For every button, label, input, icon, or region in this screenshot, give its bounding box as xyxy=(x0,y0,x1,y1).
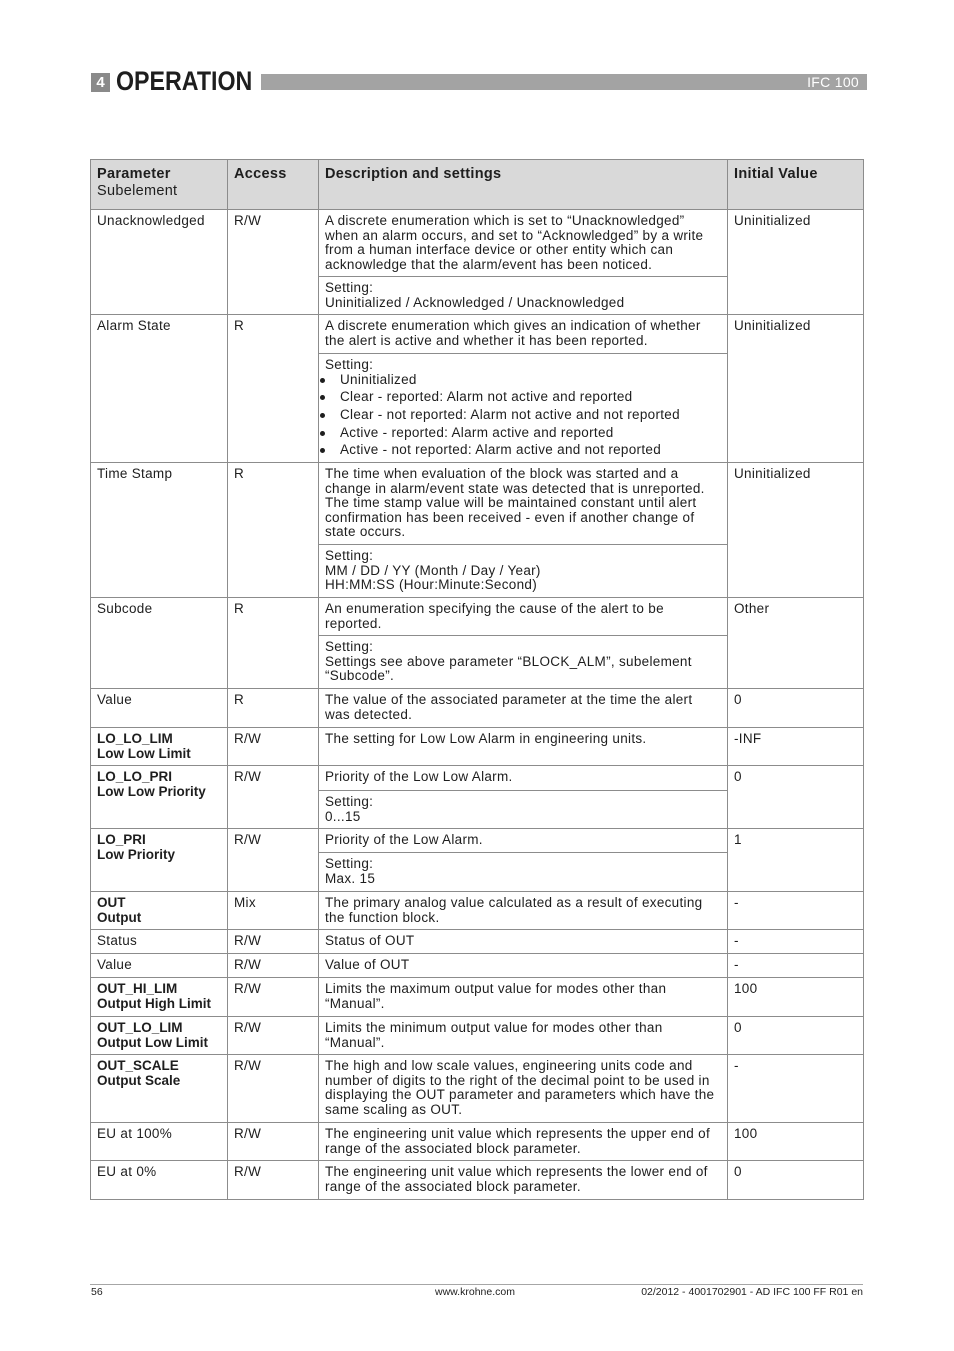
parameter-name: OUT_SCALE xyxy=(97,1058,179,1073)
description-line: range of the associated block parameter. xyxy=(325,1140,581,1156)
header-description-label: Description and settings xyxy=(325,166,502,182)
settings-list-item xyxy=(325,441,721,459)
header-cell-description xyxy=(319,160,728,210)
cell-initial-value xyxy=(728,930,864,954)
cell-access xyxy=(228,728,319,766)
header-subelement-label: Subelement xyxy=(97,183,178,199)
description-line: Status of OUT xyxy=(325,933,415,948)
initial-value: - xyxy=(734,957,739,972)
parameter-name: LO_PRI xyxy=(97,832,146,847)
description-line: 0...15 xyxy=(325,808,361,824)
initial-value: -INF xyxy=(734,731,762,746)
cell-initial-value xyxy=(728,829,864,892)
cell-subelement xyxy=(91,930,228,954)
description-line: A discrete enumeration which gives an indication of whether xyxy=(325,318,701,333)
initial-value: 100 xyxy=(734,1126,758,1141)
page-number: 56 xyxy=(91,1286,103,1298)
description-line: The setting for Low Low Alarm in engineering units. xyxy=(325,731,647,746)
description-line: Setting: xyxy=(325,856,374,871)
subelement-name: Status xyxy=(97,933,138,948)
parameter-label: Low Low Priority xyxy=(97,783,206,799)
cell-description xyxy=(319,930,728,954)
description-line: “Subcode”. xyxy=(325,668,395,684)
description-line: the function block. xyxy=(325,909,440,925)
description-line: The engineering unit value which represents the lower end of xyxy=(325,1164,708,1179)
cell-initial-value xyxy=(728,315,864,463)
cell-initial-value xyxy=(728,1055,864,1123)
cell-initial-value xyxy=(728,954,864,978)
parameter-name: LO_LO_PRI xyxy=(97,769,173,784)
cell-initial-value xyxy=(728,1017,864,1055)
subelement-name: Alarm State xyxy=(97,318,171,333)
subelement-name: Value xyxy=(97,957,133,972)
description-line: range of the associated block parameter. xyxy=(325,1178,581,1194)
cell-access xyxy=(228,210,319,315)
header-cell-parameter xyxy=(91,160,228,210)
cell-description xyxy=(319,978,728,1017)
cell-description xyxy=(319,1161,728,1200)
cell-initial-value xyxy=(728,689,864,728)
description-line: The primary analog value calculated as a result of executing xyxy=(325,895,703,910)
cell-description xyxy=(319,354,728,463)
initial-value: Uninitialized xyxy=(734,466,811,481)
cell-subelement xyxy=(91,210,228,315)
header-cell-access xyxy=(228,160,319,210)
description-line: Limits the maximum output value for modes other than xyxy=(325,981,667,996)
initial-value: Uninitialized xyxy=(734,318,811,333)
cell-initial-value xyxy=(728,978,864,1017)
description-line: Limits the minimum output value for modes other than xyxy=(325,1020,663,1035)
parameter-label: Output xyxy=(97,909,142,925)
header-bar xyxy=(261,74,867,90)
cell-initial-value xyxy=(728,1161,864,1200)
description-line: Setting: xyxy=(325,280,374,295)
cell-access xyxy=(228,1017,319,1055)
bullet-icon xyxy=(320,431,325,436)
cell-description xyxy=(319,954,728,978)
footer-document-reference: 02/2012 - 4001702901 - AD IFC 100 FF R01 en xyxy=(641,1286,863,1298)
cell-parameter xyxy=(91,892,228,930)
cell-access xyxy=(228,598,319,689)
description-line: was detected. xyxy=(325,706,413,722)
cell-access xyxy=(228,892,319,930)
description-line: the alert is active and whether it has been reported. xyxy=(325,332,648,348)
cell-subelement xyxy=(91,1161,228,1200)
access-value: R xyxy=(234,601,245,616)
cell-description xyxy=(319,1017,728,1055)
header-access-label: Access xyxy=(234,166,287,182)
initial-value: 0 xyxy=(734,769,742,784)
settings-option: Active - not reported: Alarm active and not reported xyxy=(340,442,662,458)
settings-option: Clear - not reported: Alarm not active and not reported xyxy=(340,407,680,422)
cell-description xyxy=(319,829,728,853)
cell-description xyxy=(319,463,728,545)
description-line: state occurs. xyxy=(325,524,406,540)
cell-subelement xyxy=(91,954,228,978)
cell-description xyxy=(319,1123,728,1161)
access-value: R xyxy=(234,318,245,333)
description-line: The engineering unit value which represents the upper end of xyxy=(325,1126,710,1141)
access-value: R/W xyxy=(234,769,262,784)
initial-value: 0 xyxy=(734,692,742,707)
description-line: same scaling as OUT. xyxy=(325,1101,463,1117)
parameter-label: Output Low Limit xyxy=(97,1034,208,1050)
description-line: The time stamp value will be maintained constant until alert xyxy=(325,495,697,511)
bullet-icon xyxy=(320,378,325,383)
access-value: R/W xyxy=(234,213,262,228)
cell-access xyxy=(228,1055,319,1123)
description-line: Setting: xyxy=(325,548,374,563)
cell-initial-value xyxy=(728,892,864,930)
description-line: A discrete enumeration which is set to “Unacknowledged” xyxy=(325,213,685,228)
access-value: R/W xyxy=(234,731,262,746)
initial-value: 100 xyxy=(734,981,758,996)
description-line: Setting: xyxy=(325,794,374,809)
initial-value: Other xyxy=(734,601,770,616)
cell-initial-value xyxy=(728,210,864,315)
description-line: Value of OUT xyxy=(325,957,410,972)
parameter-label: Output Scale xyxy=(97,1072,181,1088)
settings-list-item xyxy=(325,424,721,442)
footer-rule xyxy=(90,1284,863,1285)
cell-description xyxy=(319,636,728,689)
cell-parameter xyxy=(91,728,228,766)
footer-website: www.krohne.com xyxy=(435,1286,515,1298)
settings-list xyxy=(325,371,721,460)
cell-description xyxy=(319,689,728,728)
subelement-name: Time Stamp xyxy=(97,466,173,481)
description-line: Max. 15 xyxy=(325,870,376,886)
settings-option: Uninitialized xyxy=(340,371,417,387)
cell-description xyxy=(319,315,728,354)
settings-list-item xyxy=(325,371,721,389)
description-line: Priority of the Low Low Alarm. xyxy=(325,769,513,784)
cell-description xyxy=(319,598,728,636)
description-line: number of digits to the right of the decimal point to be used in xyxy=(325,1072,710,1088)
cell-access xyxy=(228,689,319,728)
cell-subelement xyxy=(91,689,228,728)
description-line: HH:MM:SS (Hour:Minute:Second) xyxy=(325,577,538,593)
cell-description xyxy=(319,766,728,791)
parameter-name: OUT xyxy=(97,895,126,910)
cell-description xyxy=(319,210,728,277)
header-initial-value-label: Initial Value xyxy=(734,166,818,182)
access-value: Mix xyxy=(234,895,256,910)
bullet-icon xyxy=(320,395,325,400)
description-line: Setting: xyxy=(325,357,374,372)
parameter-label: Output High Limit xyxy=(97,995,211,1011)
chapter-title: OPERATION xyxy=(116,66,253,96)
cell-access xyxy=(228,954,319,978)
description-line: Priority of the Low Alarm. xyxy=(325,832,483,847)
cell-access xyxy=(228,978,319,1017)
description-line: when an alarm occurs, and set to “Acknowledged” by a write xyxy=(325,227,704,243)
initial-value: Uninitialized xyxy=(734,213,811,228)
parameter-name: OUT_HI_LIM xyxy=(97,981,178,996)
access-value: R/W xyxy=(234,1164,262,1179)
cell-parameter xyxy=(91,829,228,892)
access-value: R/W xyxy=(234,1058,262,1073)
cell-parameter xyxy=(91,1055,228,1123)
description-line: reported. xyxy=(325,615,382,631)
initial-value: 1 xyxy=(734,832,742,847)
cell-subelement xyxy=(91,315,228,463)
description-line: The high and low scale values, engineering units code and xyxy=(325,1058,693,1073)
description-line: An enumeration specifying the cause of the alert to be xyxy=(325,601,664,616)
parameter-name: OUT_LO_LIM xyxy=(97,1020,183,1035)
cell-access xyxy=(228,930,319,954)
access-value: R/W xyxy=(234,832,262,847)
parameter-name: LO_LO_LIM xyxy=(97,731,173,746)
description-line: MM / DD / YY (Month / Day / Year) xyxy=(325,562,541,578)
description-line: Settings see above parameter “BLOCK_ALM”, subelement xyxy=(325,653,692,669)
cell-description xyxy=(319,791,728,829)
initial-value: - xyxy=(734,895,739,910)
cell-parameter xyxy=(91,978,228,1017)
subelement-name: EU at 100% xyxy=(97,1126,173,1141)
cell-subelement xyxy=(91,598,228,689)
parameter-label: Low Low Limit xyxy=(97,745,191,761)
cell-description xyxy=(319,545,728,598)
subelement-name: EU at 0% xyxy=(97,1164,157,1179)
subelement-name: Value xyxy=(97,692,133,707)
access-value: R/W xyxy=(234,981,262,996)
cell-initial-value xyxy=(728,766,864,829)
description-line: Uninitialized / Acknowledged / Unacknowledged xyxy=(325,294,625,310)
cell-description xyxy=(319,892,728,930)
header-cell-initial-value xyxy=(728,160,864,210)
parameter-label: Low Priority xyxy=(97,846,176,862)
product-name: IFC 100 xyxy=(807,74,859,90)
access-value: R/W xyxy=(234,1126,262,1141)
access-value: R/W xyxy=(234,933,262,948)
access-value: R/W xyxy=(234,957,262,972)
cell-description xyxy=(319,728,728,766)
description-line: confirmation has been received - even if another change of xyxy=(325,509,695,525)
cell-subelement xyxy=(91,1123,228,1161)
access-value: R xyxy=(234,466,245,481)
initial-value: 0 xyxy=(734,1020,742,1035)
description-line: Setting: xyxy=(325,639,374,654)
chapter-number-badge: 4 xyxy=(91,73,110,92)
cell-initial-value xyxy=(728,463,864,598)
cell-access xyxy=(228,1161,319,1200)
cell-initial-value xyxy=(728,1123,864,1161)
cell-initial-value xyxy=(728,598,864,689)
initial-value: 0 xyxy=(734,1164,742,1179)
description-line: The value of the associated parameter at the time the alert xyxy=(325,692,693,707)
subelement-name: Subcode xyxy=(97,601,153,616)
cell-description xyxy=(319,1055,728,1123)
cell-access xyxy=(228,829,319,892)
description-line: acknowledge that the alarm/event has been noticed. xyxy=(325,256,653,272)
description-line: The time when evaluation of the block was started and a xyxy=(325,466,679,481)
settings-list-item xyxy=(325,388,721,406)
bullet-icon xyxy=(320,448,325,453)
cell-parameter xyxy=(91,766,228,829)
cell-description xyxy=(319,853,728,892)
cell-access xyxy=(228,766,319,829)
description-line: “Manual”. xyxy=(325,995,385,1011)
subelement-name: Unacknowledged xyxy=(97,213,205,228)
cell-subelement xyxy=(91,463,228,598)
bullet-icon xyxy=(320,413,325,418)
cell-initial-value xyxy=(728,728,864,766)
settings-option: Active - reported: Alarm active and reported xyxy=(340,424,614,440)
cell-access xyxy=(228,315,319,463)
description-line: displaying the OUT parameter and parameters which have the xyxy=(325,1087,715,1103)
parameter-table xyxy=(90,159,864,1200)
cell-description xyxy=(319,277,728,315)
initial-value: - xyxy=(734,933,739,948)
header-parameter-label: Parameter xyxy=(97,166,171,182)
cell-access xyxy=(228,463,319,598)
description-line: from a human interface device or other entity which can xyxy=(325,242,674,258)
access-value: R/W xyxy=(234,1020,262,1035)
access-value: R xyxy=(234,692,245,707)
cell-parameter xyxy=(91,1017,228,1055)
settings-option: Clear - reported: Alarm not active and reported xyxy=(340,389,633,405)
description-line: change in alarm/event state was detected that is unreported. xyxy=(325,480,705,496)
initial-value: - xyxy=(734,1058,739,1073)
description-line: “Manual”. xyxy=(325,1034,385,1050)
settings-list-item xyxy=(325,406,721,424)
cell-access xyxy=(228,1123,319,1161)
